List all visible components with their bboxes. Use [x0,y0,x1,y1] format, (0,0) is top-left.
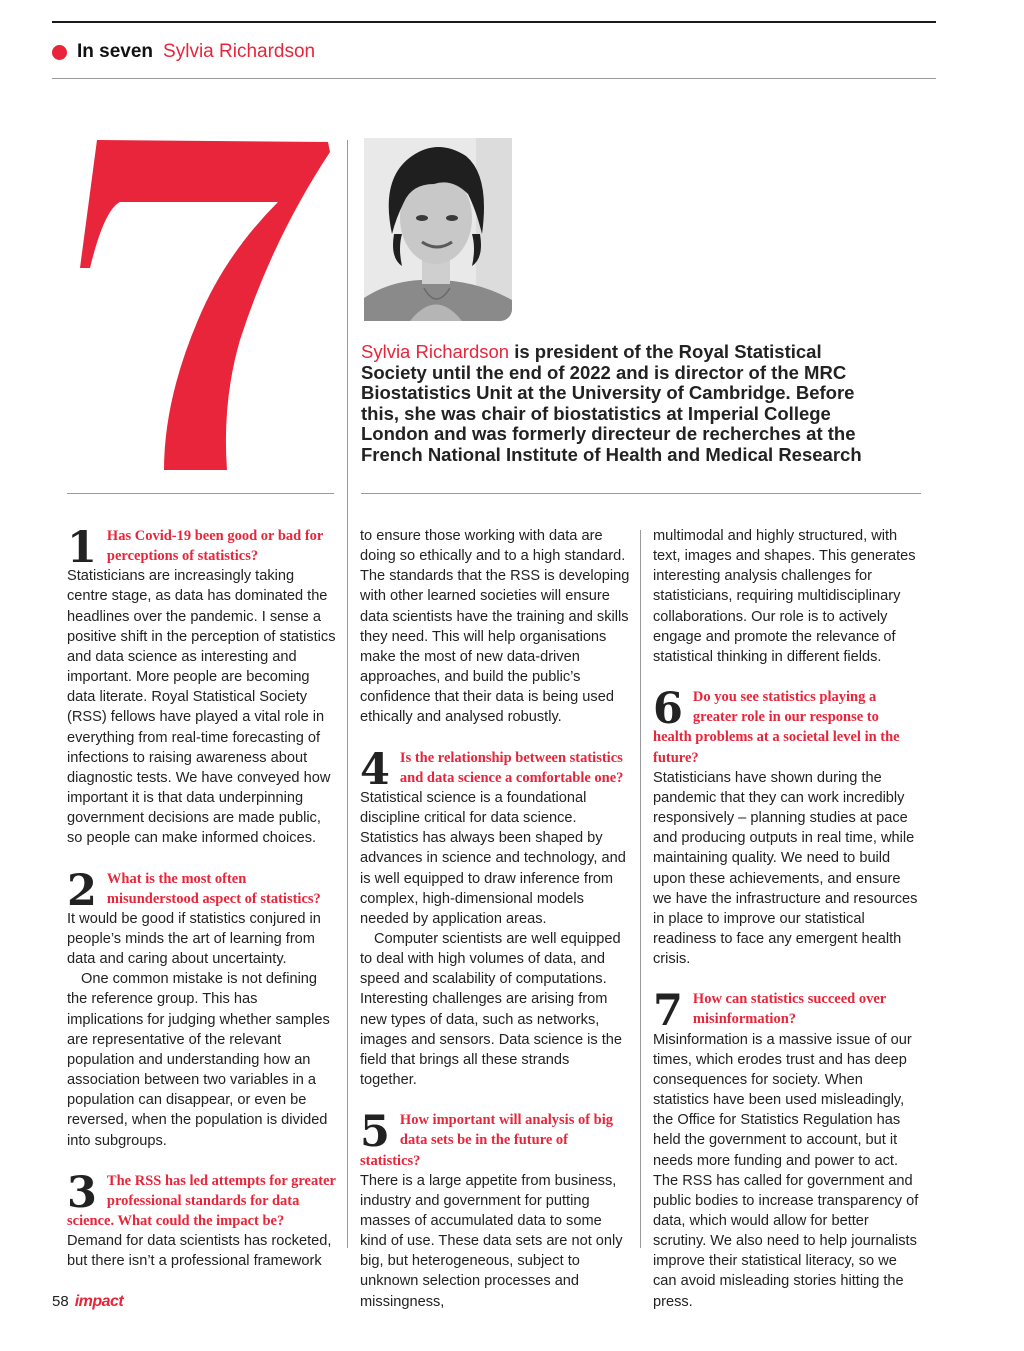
question-7 [653,986,921,1037]
top-rule [52,21,936,23]
answer-5-start: There is a large appetite from business, industry and government for putting masses of accumulated data to some kind of use. These data sets are not only big, but heterogeneous, subject to unknown selection processes and missingness, [360,1172,623,1310]
bio-text: is president of the Royal Statistical Society until the end of 2022 and is director of the MRC Biostatistics Unit at the University of Cambridge. Before this, she was chair of biostatistics at Imperial College London and was formerly directeur de recherches at the French National Institute of Health and Medical Research [361,341,862,465]
section-header [52,38,315,66]
question-text: How important will analysis of big data sets be in the future of statistics? [360,1112,614,1169]
question-6 [653,684,921,768]
portrait-photo [364,138,512,321]
answer-5-continued: multimodal and highly structured, with text, images and shapes. This generates interesting analysis challenges for statisticians, requiring multidisciplinary collaborations. Our role is to actively engage and promote the relevance of statistical thinking in different fields. [653,528,916,665]
section-title: In seven [77,41,154,62]
answer-7: Misinformation is a massive issue of our times, which erodes trust and has deep consequences for society. When statistics have been used misleadingly, the Office for Statistics Regulation has held the government to account, but it needs more funding and power to act. The RSS has called for government and public bodies to increase transparency of data, which would allow for better scrutiny. We also need to help journalists improve their statistical literacy, so we can avoid misleading stories hitting the press. [653,1031,919,1310]
question-text: What is the most often misunderstood aspect of statistics? [106,870,321,907]
big-seven-numeral [80,140,330,470]
column-divider-left [347,140,348,1248]
question-text: Do you see statistics playing a greater role in our response to health problems at a societal level in the future? [653,689,900,766]
question-number: 5 [360,1107,390,1158]
question-text: Is the relationship between statistics and data science a comfortable one? [399,749,624,786]
question-4 [360,744,630,795]
answer-4-paragraph-1: Statistical science is a foundational discipline critical for data science. Statistics has always been shaped by advances in science and technology, and is well equipped to draw inference from complex, high-dimensional models needed by application areas. [360,789,626,927]
answer-6: Statisticians have shown during the pandemic that they can work incredibly responsively – planning studies at pace and producing outputs in real time, while maintaining quality. We need to build upon these achievements, and ensure we have the infrastructure and resources in place to improve our statistical readiness to face any emergent health crisis. [653,769,918,968]
question-text: Has Covid-19 been good or bad for perceptions of statistics? [106,528,324,565]
section-rule-left [67,493,334,494]
question-text: How can statistics succeed over misinformation? [692,991,886,1028]
page-footer [52,1293,123,1311]
column-divider-right [640,530,641,1248]
question-2 [67,865,337,916]
question-number: 2 [67,865,97,916]
text-column-2 [360,526,630,1312]
section-subject-name: Sylvia Richardson [163,41,316,62]
question-3 [67,1167,337,1231]
question-number: 1 [67,523,97,573]
answer-3-start: Demand for data scientists has rocketed, but there isn’t a professional framework [67,1233,332,1270]
page-number: 58 [52,1293,69,1310]
question-number: 3 [67,1167,97,1218]
author-bio [361,342,891,465]
question-number: 4 [360,744,390,795]
answer-4-paragraph-2: Computer scientists are well equipped to deal with high volumes of data, and speed and scalability of computations. Interesting challenges are arising from new types of data, such as networks, images and sensors. Data science is the field that brings all these strands together. [360,930,623,1089]
answer-3-continued: to ensure those working with data are doing so ethically and to a high standard. The standards that the RSS is developing with other learned societies will ensure data scientists have the training and skills they need. This will help organisations make the most of new data-driven approaches, and build the public’s confidence that their data is being used ethically and analysed robustly. [360,528,630,726]
text-column-1 [67,523,337,1271]
question-1 [67,523,337,573]
answer-2-paragraph-2: One common mistake is not defining the reference group. This has implications for judging whether samples are representative of the relevant population and understanding how an association between two variables in a population can disappear, or even be reversed, when the population is divided into subgroups. [67,971,330,1149]
header-rule [52,78,936,79]
question-number: 7 [653,986,683,1037]
section-rule-right [361,493,921,494]
question-5 [360,1107,630,1170]
bio-name: Sylvia Richardson [361,341,510,362]
answer-2-paragraph-1: It would be good if statistics conjured in people’s minds the art of learning from data and caring about uncertainty. [67,910,321,968]
bullet-dot-icon [52,45,67,60]
question-text: The RSS has led attempts for greater professional standards for data science. What could the impact be? [67,1172,336,1229]
answer-1: Statisticians are increasingly taking centre stage, as data has dominated the headlines over the pandemic. I sense a positive shift in the perception of statistics and data science as interesting and important. More people are becoming data literate. Royal Statistical Society (RSS) fellows have played a vital role in everything from real-time forecasting of infections to raising awareness about diagnostic tests. We have conveyed how important it is that data underpinning government decisions are made public, so people can make informed choices. [67,568,336,847]
magazine-logo: impact [74,1293,124,1310]
text-column-3 [653,526,921,1312]
question-number: 6 [653,684,683,735]
